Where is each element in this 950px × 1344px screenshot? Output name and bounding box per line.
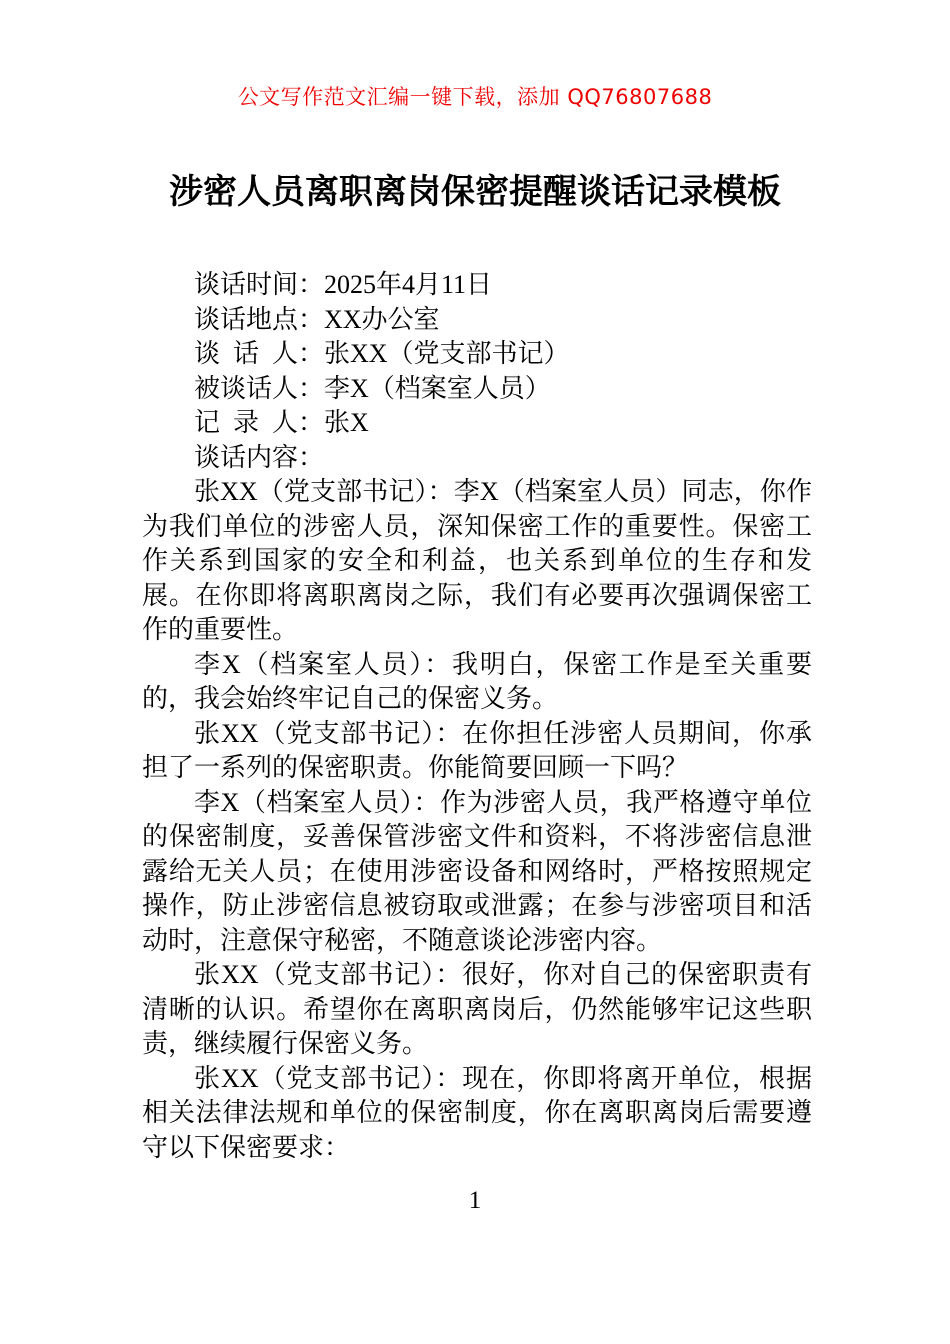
dialogue-paragraph-1: 张XX（党支部书记）：李X（档案室人员）同志，你作为我们单位的涉密人员，深知保密工作的重要性。保密工作关系到国家的安全和利益，也关系到单位的生存和发展。在你即将离职离岗之际，我们有必要再次强调保密工作的重要性。 xyxy=(142,477,812,644)
document-title: 涉密人员离职离岗保密提醒谈话记录模板 xyxy=(169,172,781,212)
meta-line-content-label: 谈话内容： xyxy=(194,442,325,472)
meta-line-interviewer: 谈 话 人：张XX（党支部书记） xyxy=(194,339,570,368)
dialogue-paragraph-2: 李X（档案室人员）：我明白，保密工作是至关重要的，我会始终牢记自己的保密义务。 xyxy=(142,649,812,713)
meta-line-interviewee: 被谈话人：李X（档案室人员） xyxy=(194,373,551,403)
document-body xyxy=(142,268,812,1165)
meta-line-talk-time: 谈话时间：2025年4月11日 xyxy=(194,270,493,299)
header-promo-note: 公文写作范文汇编一键下载，添加 QQ76807688 xyxy=(237,85,713,109)
dialogue-paragraph-5: 张XX（党支部书记）：很好，你对自己的保密职责有清晰的认识。希望你在离职离岗后，仍然能够牢记这些职责，继续履行保密义务。 xyxy=(142,960,812,1058)
meta-line-recorder: 记 录 人：张X xyxy=(194,408,369,437)
meta-line-talk-place: 谈话地点：XX办公室 xyxy=(194,304,440,334)
dialogue-paragraph-3: 张XX（党支部书记）：在你担任涉密人员期间，你承担了一系列的保密职责。你能简要回顾一下吗？ xyxy=(142,718,812,782)
dialogue-paragraph-6: 张XX（党支部书记）：现在，你即将离开单位，根据相关法律法规和单位的保密制度，你在离职离岗后需要遵守以下保密要求： xyxy=(142,1063,812,1162)
dialogue-paragraph-4: 李X（档案室人员）：作为涉密人员，我严格遵守单位的保密制度，妥善保管涉密文件和资料，不将涉密信息泄露给无关人员；在使用涉密设备和网络时，严格按照规定操作，防止涉密信息被窃取或泄露；在参与涉密项目和活动时，注意保守秘密，不随意谈论涉密内容。 xyxy=(142,787,812,955)
page-number: 1 xyxy=(468,1187,482,1214)
